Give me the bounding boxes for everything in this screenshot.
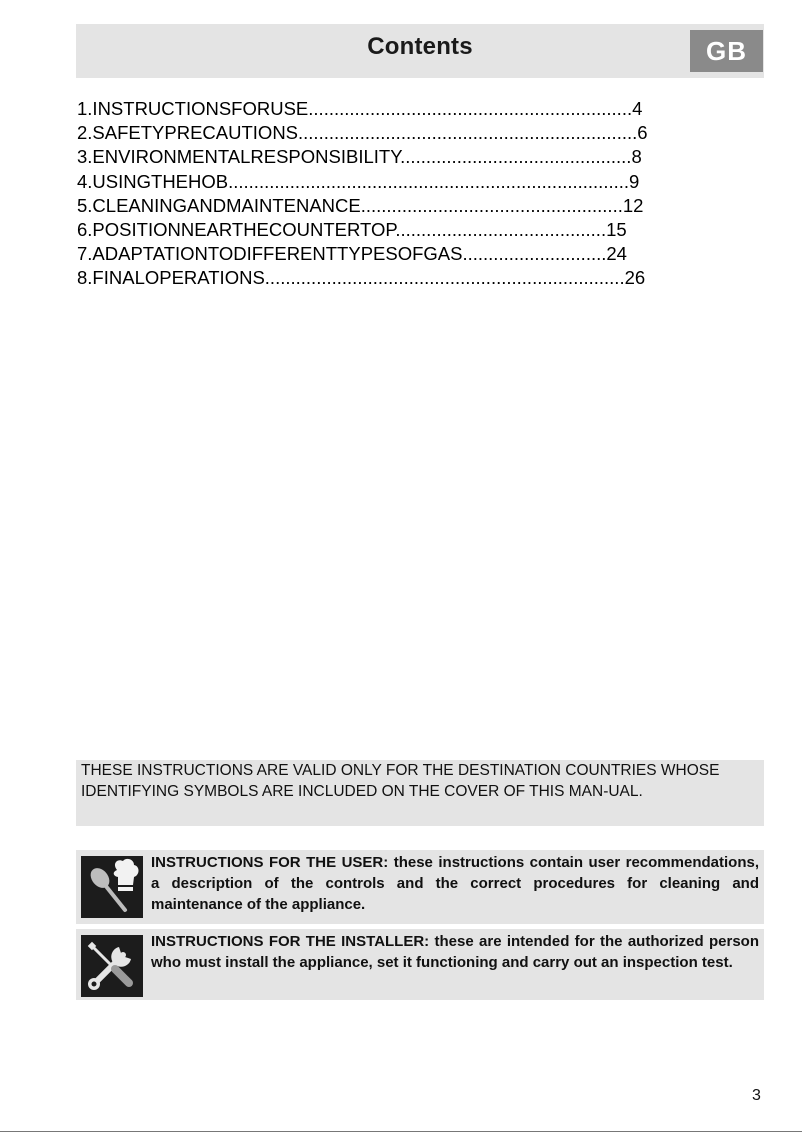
bottom-divider [0,1131,802,1132]
toc-entry-page: 12 [622,194,644,216]
toc-entry[interactable] [77,145,737,169]
user-instructions-panel [76,850,764,924]
toc-entry-label: 2.SAFETYPRECAUTIONS [77,122,299,144]
page-number: 3 [752,1087,761,1104]
destination-countries-notice: THESE INSTRUCTIONS ARE VALID ONLY FOR THE DESTINATION COUNTRIES WHOSE IDENTIFYING SYMBOLS ARE INCLUDED ON THE COVER OF THIS MAN-UAL. [76,760,764,826]
toc-entry-dots: ............................ [462,243,607,265]
toc-entry-page: 24 [606,243,627,265]
page-title: Contents [367,33,473,60]
toc-entry-dots: ......................................... [395,218,607,240]
toc-entry-page: 15 [606,218,627,240]
language-badge: GB [690,30,763,72]
toc-entry-dots: .................................................................. [298,122,638,144]
toc-entry-label: 4.USINGTHEHOB [77,170,229,192]
toc-entry[interactable] [77,194,737,218]
toc-entry-label: 3.ENVIRONMENTALRESPONSIBILITY [77,146,401,168]
toc-entry-label: 8.FINALOPERATIONS [77,267,265,289]
toc-entry-page: 6 [637,122,648,144]
toc-entry[interactable] [77,170,737,194]
installer-instructions-text: INSTRUCTIONS FOR THE INSTALLER: these are intended for the authorized person who must install the appliance, set it functioning and carry out an inspection test. [151,933,759,971]
toc-entry-label: 6.POSITIONNEARTHECOUNTERTOP [77,218,396,240]
toc-entry-page: 4 [632,98,643,119]
toc-entry-page: 8 [631,146,642,168]
toc-entry-dots: ................................................... [360,194,623,216]
toc-entry[interactable] [77,121,737,145]
toc-entry-page: 26 [624,267,646,289]
toc-entry-dots: ............................................. [400,146,632,168]
wrench-screwdriver-icon [81,935,143,997]
toc-entry-dots: .............................................................................. [228,170,630,192]
toc-entry[interactable] [77,97,737,121]
toc-entry-label: 1.INSTRUCTIONSFORUSE [77,98,309,119]
installer-instructions-panel [76,929,764,1000]
toc-entry-dots: ............................................................... [308,98,633,119]
contents-header-bar [76,24,764,78]
user-instructions-text: INSTRUCTIONS FOR THE USER: these instructions contain user recommendations, a description of the controls and the correct procedures for cleaning and maintenance of the appliance. [151,854,759,913]
chef-hat-spoon-icon [81,856,143,918]
toc-entry[interactable] [77,242,737,266]
toc-entry[interactable] [77,218,737,242]
table-of-contents [77,97,737,291]
toc-entry[interactable] [77,266,737,290]
toc-entry-dots: ...................................................................... [264,267,625,289]
toc-entry-label: 7.ADAPTATIONTODIFFERENTTYPESOFGAS [77,243,463,265]
toc-entry-label: 5.CLEANINGANDMAINTENANCE [77,194,361,216]
toc-entry-page: 9 [629,170,640,192]
